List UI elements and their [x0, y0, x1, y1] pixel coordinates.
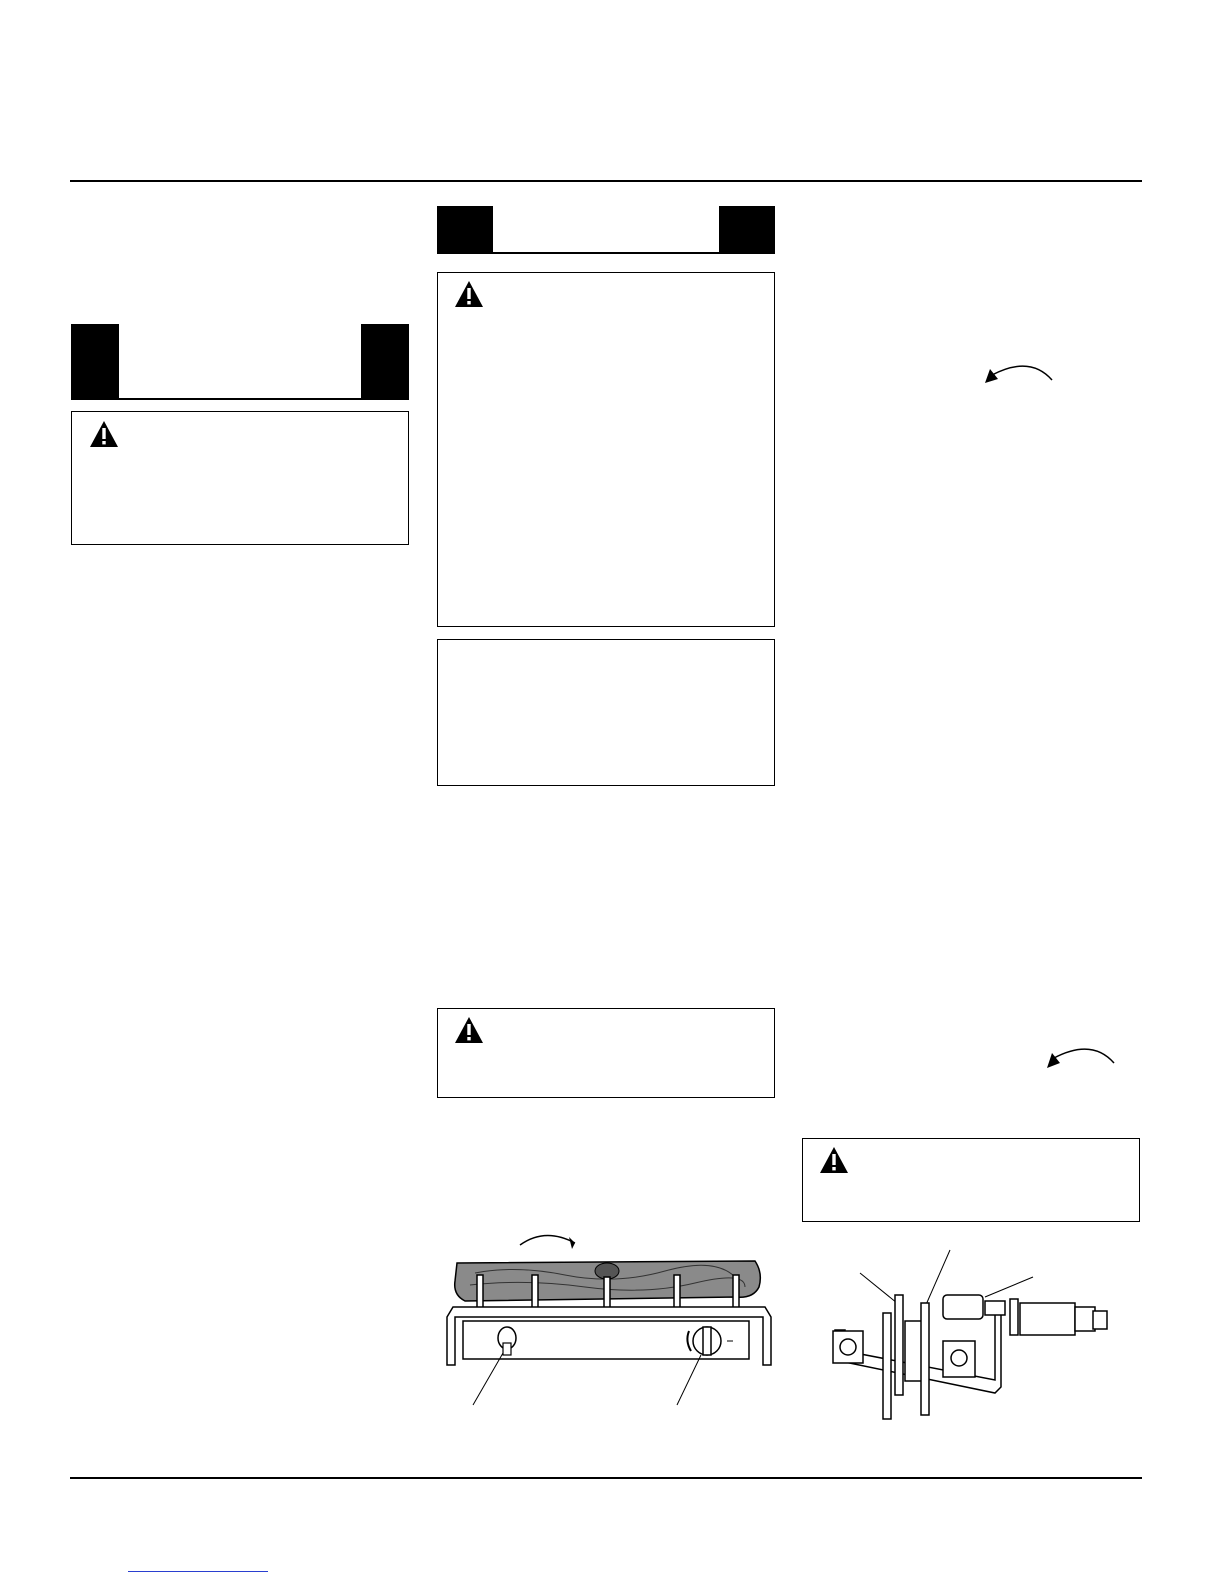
- header-tab-right: [361, 324, 409, 398]
- warning-triangle-icon: [819, 1146, 849, 1174]
- pilot-assembly-illustration: [825, 1245, 1125, 1430]
- log-burner-illustration: [435, 1225, 780, 1410]
- middle-section-title: [497, 206, 715, 252]
- left-warning-box: [71, 411, 409, 545]
- header-tab-left: [71, 324, 119, 398]
- warning-triangle-icon: [454, 280, 484, 308]
- middle-note-box: [437, 639, 775, 786]
- footer-rule: [70, 1477, 1142, 1479]
- footer-link[interactable]: [128, 1571, 268, 1572]
- curved-arrow-icon: [980, 355, 1060, 390]
- left-section-header: [71, 324, 409, 400]
- middle-warning-box-1: [437, 272, 775, 627]
- header-tab-left: [437, 206, 493, 252]
- header-tab-right: [719, 206, 775, 252]
- left-section-title: [131, 324, 349, 398]
- header-rule: [70, 180, 1142, 182]
- middle-warning-box-2: [437, 1008, 775, 1098]
- warning-triangle-icon: [454, 1016, 484, 1044]
- middle-section-header: [437, 206, 775, 254]
- curved-arrow-icon: [520, 1235, 575, 1245]
- warning-triangle-icon: [89, 420, 119, 448]
- right-warning-box: [802, 1138, 1140, 1222]
- curved-arrow-icon: [1042, 1038, 1122, 1073]
